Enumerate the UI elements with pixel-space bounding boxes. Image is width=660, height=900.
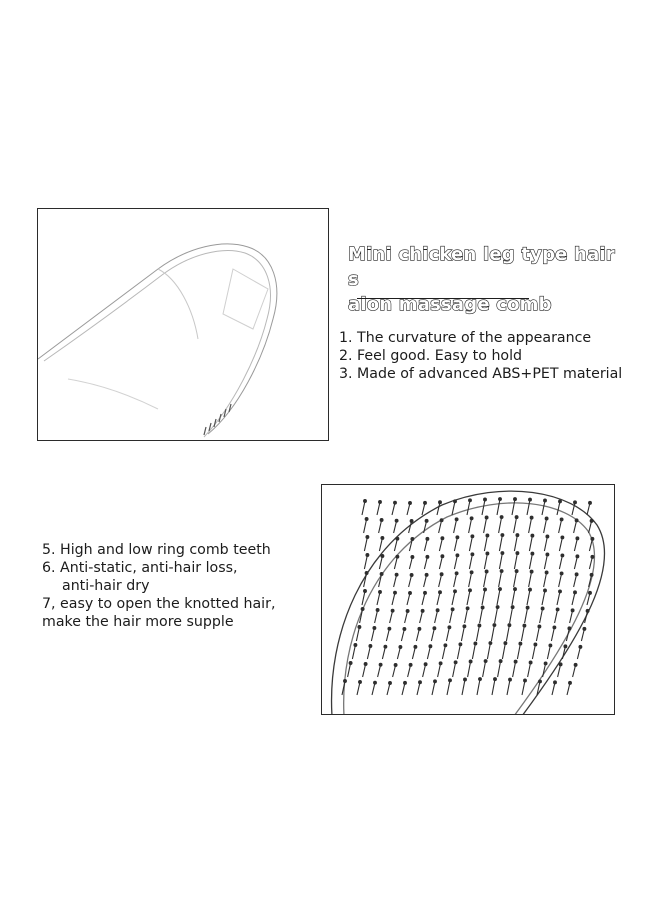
comb-bristles-sketch (322, 485, 615, 715)
feature-item: 3. Made of advanced ABS+PET material (339, 366, 623, 382)
feature-item: anti-hair dry (62, 578, 150, 594)
feature-list-top (339, 329, 651, 383)
comb-bristles-image (321, 484, 615, 715)
comb-back-sketch (38, 209, 329, 441)
feature-list-bottom (42, 541, 312, 631)
feature-item: make the hair more supple (42, 614, 234, 630)
feature-item: 1. The curvature of the appearance (339, 330, 592, 346)
product-title-line-1: Mini chicken leg type hair s (348, 244, 615, 290)
product-title (348, 242, 630, 317)
product-title-line-2: alon massage comb (348, 294, 552, 315)
feature-item: 7, easy to open the knotted hair, (42, 596, 276, 612)
feature-item: 5. High and low ring comb teeth (42, 542, 271, 558)
comb-back-image (37, 208, 329, 441)
title-underline (357, 298, 529, 299)
feature-item: 2. Feel good. Easy to hold (339, 348, 523, 364)
feature-item: 6. Anti-static, anti-hair loss, (42, 560, 238, 576)
